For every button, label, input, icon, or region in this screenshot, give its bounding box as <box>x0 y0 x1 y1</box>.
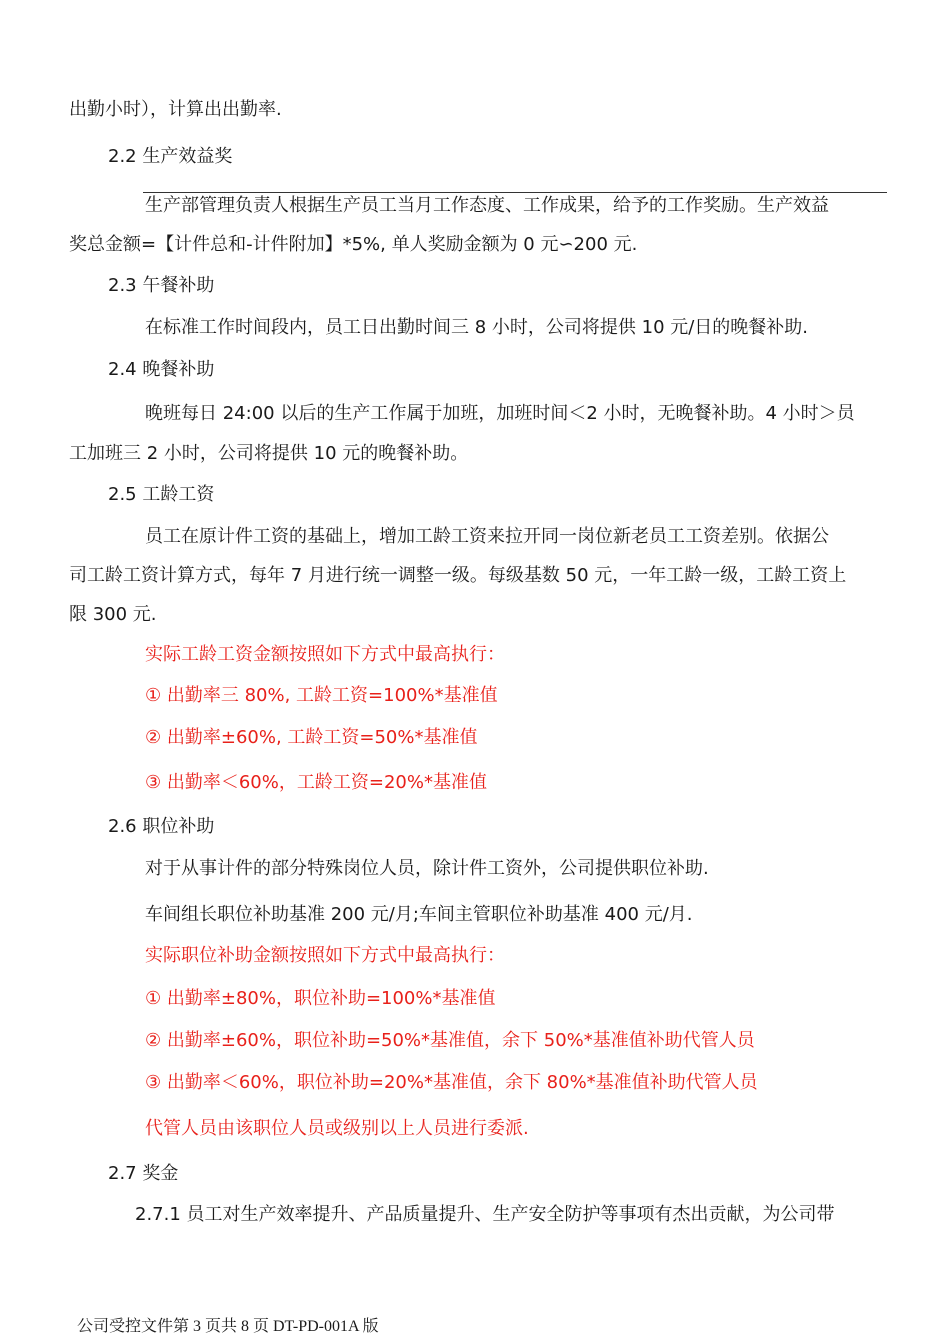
paragraph-line: 2.7.1 员工对生产效率提升、产品质量提升、生产安全防护等事项有杰出贡献，为公司带 <box>135 1204 835 1225</box>
paragraph-line: 在标准工作时间段内，员工日出勤时间三 8 小时，公司将提供 10 元/日的晚餐补助. <box>145 317 809 338</box>
paragraph-line: 工加班三 2 小时，公司将提供 10 元的晚餐补助。 <box>69 443 469 464</box>
page-footer: 公司受控文件第 3 页共 8 页 DT-PD-001A 版 <box>77 1318 379 1335</box>
list-item: ③ 出勤率＜60%，工龄工资=20%*基准值 <box>145 772 487 793</box>
paragraph-line: 司工龄工资计算方式，每年 7 月进行统一调整一级。每级基数 50 元，一年工龄一级，工龄工资上 <box>69 565 847 586</box>
section-heading-2-2: 2.2 生产效益奖 <box>108 146 233 167</box>
paragraph-line: 奖总金额=【计件总和-计件附加】*5%, 单人奖励金额为 0 元∽200 元. <box>69 234 638 255</box>
divider-line <box>143 192 887 193</box>
list-item: ② 出勤率±60%，职位补助=50%*基准值，余下 50%*基准值补助代管人员 <box>145 1030 755 1051</box>
paragraph-line: 车间组长职位补助基准 200 元/月;车间主管职位补助基准 400 元/月. <box>145 904 693 925</box>
section-heading-2-7: 2.7 奖金 <box>108 1163 179 1184</box>
section-heading-2-6: 2.6 职位补助 <box>108 816 215 837</box>
list-item: ③ 出勤率＜60%，职位补助=20%*基准值，余下 80%*基准值补助代管人员 <box>145 1072 758 1093</box>
paragraph-line: 限 300 元. <box>69 604 157 625</box>
paragraph-line: 对于从事计件的部分特殊岗位人员，除计件工资外，公司提供职位补助. <box>145 858 709 879</box>
paragraph-line: 晚班每日 24:00 以后的生产工作属于加班，加班时间＜2 小时，无晚餐补助。4 小时＞员 <box>145 403 855 424</box>
paragraph-line: 生产部管理负责人根据生产员工当月工作态度、工作成果，给予的工作奖励。生产效益 <box>145 195 829 216</box>
list-item: ① 出勤率三 80%, 工龄工资=100%*基准值 <box>145 685 498 706</box>
list-item: ② 出勤率±60%, 工龄工资=50%*基准值 <box>145 727 478 748</box>
highlighted-line: 实际职位补助金额按照如下方式中最高执行： <box>145 945 505 966</box>
highlighted-line: 实际工龄工资金额按照如下方式中最高执行： <box>145 644 505 665</box>
paragraph-line: 出勤小时），计算出出勤率. <box>69 99 282 120</box>
section-heading-2-5: 2.5 工龄工资 <box>108 484 215 505</box>
list-item: ① 出勤率±80%，职位补助=100%*基准值 <box>145 988 496 1009</box>
section-heading-2-3: 2.3 午餐补助 <box>108 275 215 296</box>
paragraph-line: 员工在原计件工资的基础上，增加工龄工资来拉开同一岗位新老员工工资差别。依据公 <box>145 526 829 547</box>
highlighted-line: 代管人员由该职位人员或级别以上人员进行委派. <box>145 1118 529 1139</box>
section-heading-2-4: 2.4 晚餐补助 <box>108 359 215 380</box>
